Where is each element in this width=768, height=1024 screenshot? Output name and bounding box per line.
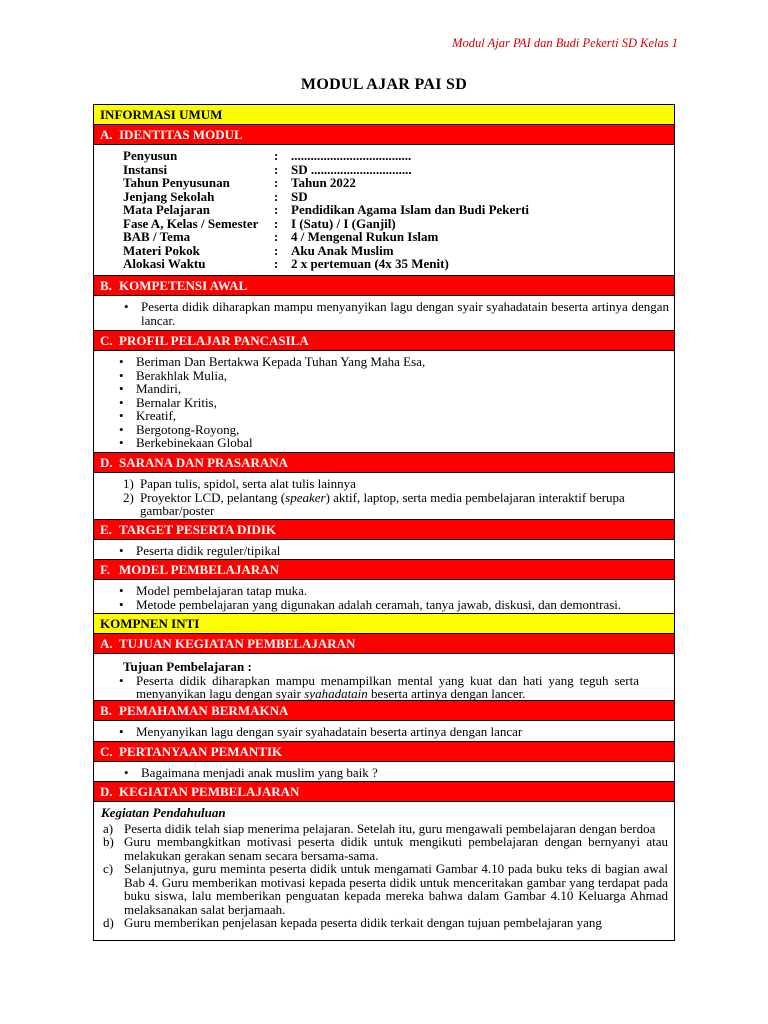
identity-label: Alokasi Waktu xyxy=(123,256,206,271)
section-letter: D. xyxy=(100,455,113,470)
section-informasi-umum: INFORMASI UMUM xyxy=(94,105,674,125)
sarana-block xyxy=(94,473,674,520)
list-item: • Berkebinekaan Global xyxy=(113,436,669,450)
model-block xyxy=(94,580,674,614)
document-title: MODUL AJAR PAI SD xyxy=(300,76,468,93)
list-item xyxy=(103,835,668,862)
section-pemahaman-bermakna xyxy=(94,701,674,721)
identity-value: Pendidikan Agama Islam dan Budi Pekerti xyxy=(291,202,530,217)
section-model-pembelajaran xyxy=(94,560,674,580)
identity-row xyxy=(123,203,674,217)
section-sarana-prasarana xyxy=(94,453,674,473)
identity-value: I (Satu) / I (Ganjil) xyxy=(291,215,396,231)
identity-row xyxy=(123,163,674,177)
identity-value: 2 x pertemuan (4x 35 Menit) xyxy=(291,256,449,271)
section-heading: TARGET PESERTA DIDIK xyxy=(119,522,277,537)
bullet-list xyxy=(113,674,639,701)
section-heading: SARANA DAN PRASARANA xyxy=(119,455,289,470)
item-text-italic: syahadatain xyxy=(304,686,368,701)
section-letter: F. xyxy=(100,562,110,577)
section-letter: B. xyxy=(100,278,112,293)
list-item: • Berakhlak Mulia, xyxy=(113,369,669,383)
identity-colon: : xyxy=(274,256,279,271)
item-number: b) xyxy=(103,834,114,849)
identity-colon: : xyxy=(274,175,279,190)
list-item: • Model pembelajaran tatap muka. xyxy=(113,584,669,598)
list-item: • Peserta didik reguler/tipikal xyxy=(113,544,669,558)
item-text: Guru memberikan penjelasan kepada peserta didik terkait dengan tujuan pembelajaran yang xyxy=(124,916,602,930)
identity-label: Instansi xyxy=(123,161,168,177)
section-heading: PROFIL PELAJAR PANCASILA xyxy=(119,333,309,348)
item-number: d) xyxy=(103,916,114,930)
section-komponen-inti: KOMPNEN INTI xyxy=(94,614,674,634)
item-text: beserta artinya dengan lancer. xyxy=(367,686,526,701)
identity-row xyxy=(123,230,674,244)
identity-value: ..................................... xyxy=(291,148,412,163)
identity-colon: : xyxy=(274,215,279,231)
section-kegiatan-pembelajaran xyxy=(94,782,674,802)
list-item xyxy=(103,862,668,916)
section-letter: A. xyxy=(100,636,113,651)
running-header: Modul Ajar PAI dan Budi Pekerti SD Kelas 1 xyxy=(452,36,678,50)
identity-colon: : xyxy=(274,242,279,258)
section-letter: B. xyxy=(100,703,112,718)
bullet-list xyxy=(113,725,669,739)
item-number: c) xyxy=(103,861,114,876)
list-item xyxy=(123,477,668,491)
identity-colon: : xyxy=(274,202,279,217)
section-heading: PERTANYAAN PEMANTIK xyxy=(119,744,283,759)
target-block xyxy=(94,540,674,560)
item-text-italic: speaker xyxy=(285,489,326,505)
item-text: Peserta didik telah siap menerima pelajaran. Setelah itu, guru mengawali pembelajaran dengan berdoa xyxy=(124,820,656,836)
section-letter: C. xyxy=(100,744,113,759)
identity-colon: : xyxy=(274,161,279,177)
item-text: ) aktif, laptop, serta media pembelajaran interaktif berupa gambar/poster xyxy=(140,489,625,518)
item-number: 1) xyxy=(123,476,134,491)
identity-row xyxy=(123,190,674,204)
identity-value: SD ............................... xyxy=(291,161,412,177)
section-profil-pelajar xyxy=(94,331,674,351)
kompetensi-block xyxy=(94,296,674,331)
tujuan-subheading: Tujuan Pembelajaran : xyxy=(123,659,252,674)
bullet-list xyxy=(113,584,669,611)
kegiatan-subheading: Kegiatan Pendahuluan xyxy=(101,805,226,820)
list-item xyxy=(103,916,668,930)
list-item: • Peserta didik diharapkan mampu menyanyikan lagu dengan syair syahadatain beserta artinya dengan lancar. xyxy=(118,300,669,327)
module-table xyxy=(93,104,675,941)
section-pertanyaan-pemantik xyxy=(94,742,674,762)
section-kompetensi-awal xyxy=(94,276,674,296)
identity-label: Materi Pokok xyxy=(123,242,200,258)
kegiatan-block xyxy=(94,802,674,930)
list-item: • Bernalar Kritis, xyxy=(113,396,669,410)
item-number: 2) xyxy=(123,489,134,505)
bullet-list xyxy=(113,355,669,450)
identity-label: BAB / Tema xyxy=(123,229,191,244)
item-text: Proyektor LCD, pelantang ( xyxy=(140,489,286,505)
item-number: a) xyxy=(103,820,114,836)
identity-value: Tahun 2022 xyxy=(291,175,356,190)
list-item: • Beriman Dan Bertakwa Kepada Tuhan Yang Maha Esa, xyxy=(113,355,669,369)
identity-label: Fase A, Kelas / Semester xyxy=(123,215,259,231)
identity-label: Mata Pelajaran xyxy=(123,202,211,217)
identity-row xyxy=(123,149,674,163)
identity-row xyxy=(123,176,674,190)
section-target-peserta xyxy=(94,520,674,540)
list-item: • Bagaimana menjadi anak muslim yang baik ? xyxy=(118,766,669,780)
identity-label: Jenjang Sekolah xyxy=(123,188,215,204)
identity-label: Tahun Penyusunan xyxy=(123,175,230,190)
section-heading: IDENTITAS MODUL xyxy=(119,127,243,142)
identity-value: 4 / Mengenal Rukun Islam xyxy=(291,229,439,244)
pemahaman-block xyxy=(94,721,674,742)
list-item: • Metode pembelajaran yang digunakan adalah ceramah, tanya jawab, diskusi, dan demontrasi. xyxy=(113,598,669,612)
item-text: Papan tulis, spidol, serta alat tulis lainnya xyxy=(140,476,356,491)
section-heading: KEGIATAN PEMBELAJARAN xyxy=(119,784,300,799)
bullet-list xyxy=(118,766,669,780)
numbered-list xyxy=(123,477,668,518)
bullet-list xyxy=(118,300,669,327)
identitas-block xyxy=(94,145,674,276)
section-identitas-modul xyxy=(94,125,674,145)
section-letter: E. xyxy=(100,522,112,537)
section-heading: KOMPETENSI AWAL xyxy=(119,278,248,293)
list-item: • Bergotong-Royong, xyxy=(113,423,669,437)
pertanyaan-block xyxy=(94,762,674,782)
list-item: • Mandiri, xyxy=(113,382,669,396)
profil-block xyxy=(94,351,674,453)
bullet-list xyxy=(113,544,669,558)
section-heading: MODEL PEMBELAJARAN xyxy=(119,562,279,577)
section-heading: TUJUAN KEGIATAN PEMBELAJARAN xyxy=(119,636,356,651)
list-item xyxy=(113,674,639,701)
section-heading: PEMAHAMAN BERMAKNA xyxy=(119,703,289,718)
section-letter: D. xyxy=(100,784,113,799)
identity-row xyxy=(123,244,674,258)
item-text: Selanjutnya, guru meminta peserta didik untuk mengamati Gambar 4.10 pada buku teks di bagian awal Bab 4. Guru memberikan motivasi kepada peserta didik untuk menceritakan gambar yang terdapat pada buku siswa, lalu memberikan penguatan kepada mereka bahwa dalam Gambar 4.10 Keluarga Ahmad melaksanakan salat berjamaah. xyxy=(124,861,668,917)
item-text: Guru membangkitkan motivasi peserta didik untuk mengikuti pembelajaran dengan bernyanyi atau melakukan gerakan senam secara bersama-sama. xyxy=(124,834,668,863)
numbered-list xyxy=(103,822,668,930)
section-letter: C. xyxy=(100,333,113,348)
identity-label: Penyusun xyxy=(123,148,178,163)
identity-value: SD xyxy=(291,188,308,204)
identity-colon: : xyxy=(274,188,279,204)
section-letter: A. xyxy=(100,127,113,142)
list-item: • Kreatif, xyxy=(113,409,669,423)
item-text: Peserta didik diharapkan mampu menampilkan mental yang kuat dan hati yang teguh serta menyanyikan lagu dengan syair xyxy=(136,672,639,701)
identity-colon: : xyxy=(274,229,279,244)
list-item xyxy=(123,491,668,518)
identity-row xyxy=(123,217,674,231)
identity-value: Aku Anak Muslim xyxy=(291,242,394,258)
list-item: • Menyanyikan lagu dengan syair syahadatain beserta artinya dengan lancar xyxy=(113,725,669,739)
list-item xyxy=(103,822,668,836)
identity-row xyxy=(123,257,674,271)
tujuan-block xyxy=(94,654,674,701)
section-tujuan-kegiatan xyxy=(94,634,674,654)
identity-colon: : xyxy=(274,148,279,163)
